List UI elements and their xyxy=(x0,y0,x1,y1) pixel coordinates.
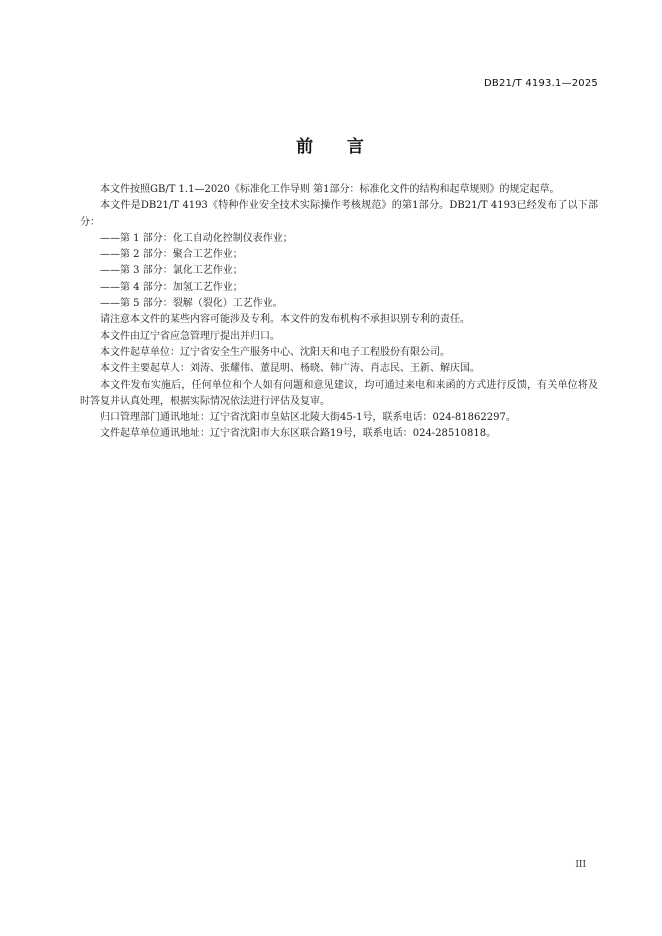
document-body xyxy=(80,182,598,443)
list-item-part-4: ——第 4 部分：加氢工艺作业； xyxy=(100,281,243,293)
list-item-part-5: ——第 5 部分：裂解（裂化）工艺作业。 xyxy=(100,298,283,310)
list-item-part-1: ——第 1 部分：化工自动化控制仪表作业； xyxy=(100,232,293,244)
page-title: 前 言 xyxy=(296,137,366,157)
list-item-part-2: ——第 2 部分：聚合工艺作业； xyxy=(100,249,243,261)
standard-code: DB21/T 4193.1—2025 xyxy=(484,78,598,89)
paragraph-authority-address: 归口管理部门通讯地址：辽宁省沈阳市皇姑区北陵大街45-1号，联系电话：024-81862297。 xyxy=(100,412,516,424)
paragraph-drafters: 本文件主要起草人：刘涛、张耀伟、董昆明、杨晓、韩广涛、肖志民、王新、解庆国。 xyxy=(100,363,480,375)
list-item-part-3: ——第 3 部分：氯化工艺作业； xyxy=(100,265,243,277)
paragraph-series-intro: 本文件是DB21/T 4193《特种作业安全技术实际操作考核规范》的第1部分。DB21/T 4193已经发布了以下部分： xyxy=(80,200,598,228)
page-number: III xyxy=(575,860,586,870)
paragraph-drafting-units: 本文件起草单位：辽宁省安全生产服务中心、沈阳天和电子工程股份有限公司。 xyxy=(100,346,450,358)
paragraph-proposer: 本文件由辽宁省应急管理厅提出并归口。 xyxy=(100,330,280,342)
paragraph-feedback: 本文件发布实施后，任何单位和个人如有问题和意见建议，均可通过来电和来函的方式进行反馈，有关单位将及时答复并认真处理，根据实际情况依法进行评估及复审。 xyxy=(80,379,598,407)
paragraph-drafting-basis: 本文件按照GB/T 1.1—2020《标准化工作导则 第1部分：标准化文件的结构和起草规则》的规定起草。 xyxy=(100,184,560,195)
paragraph-patent-notice: 请注意本文件的某些内容可能涉及专利。本文件的发布机构不承担识别专利的责任。 xyxy=(100,314,470,326)
paragraph-drafter-address: 文件起草单位通讯地址：辽宁省沈阳市大东区联合路19号，联系电话：024-28510818。 xyxy=(100,428,497,440)
